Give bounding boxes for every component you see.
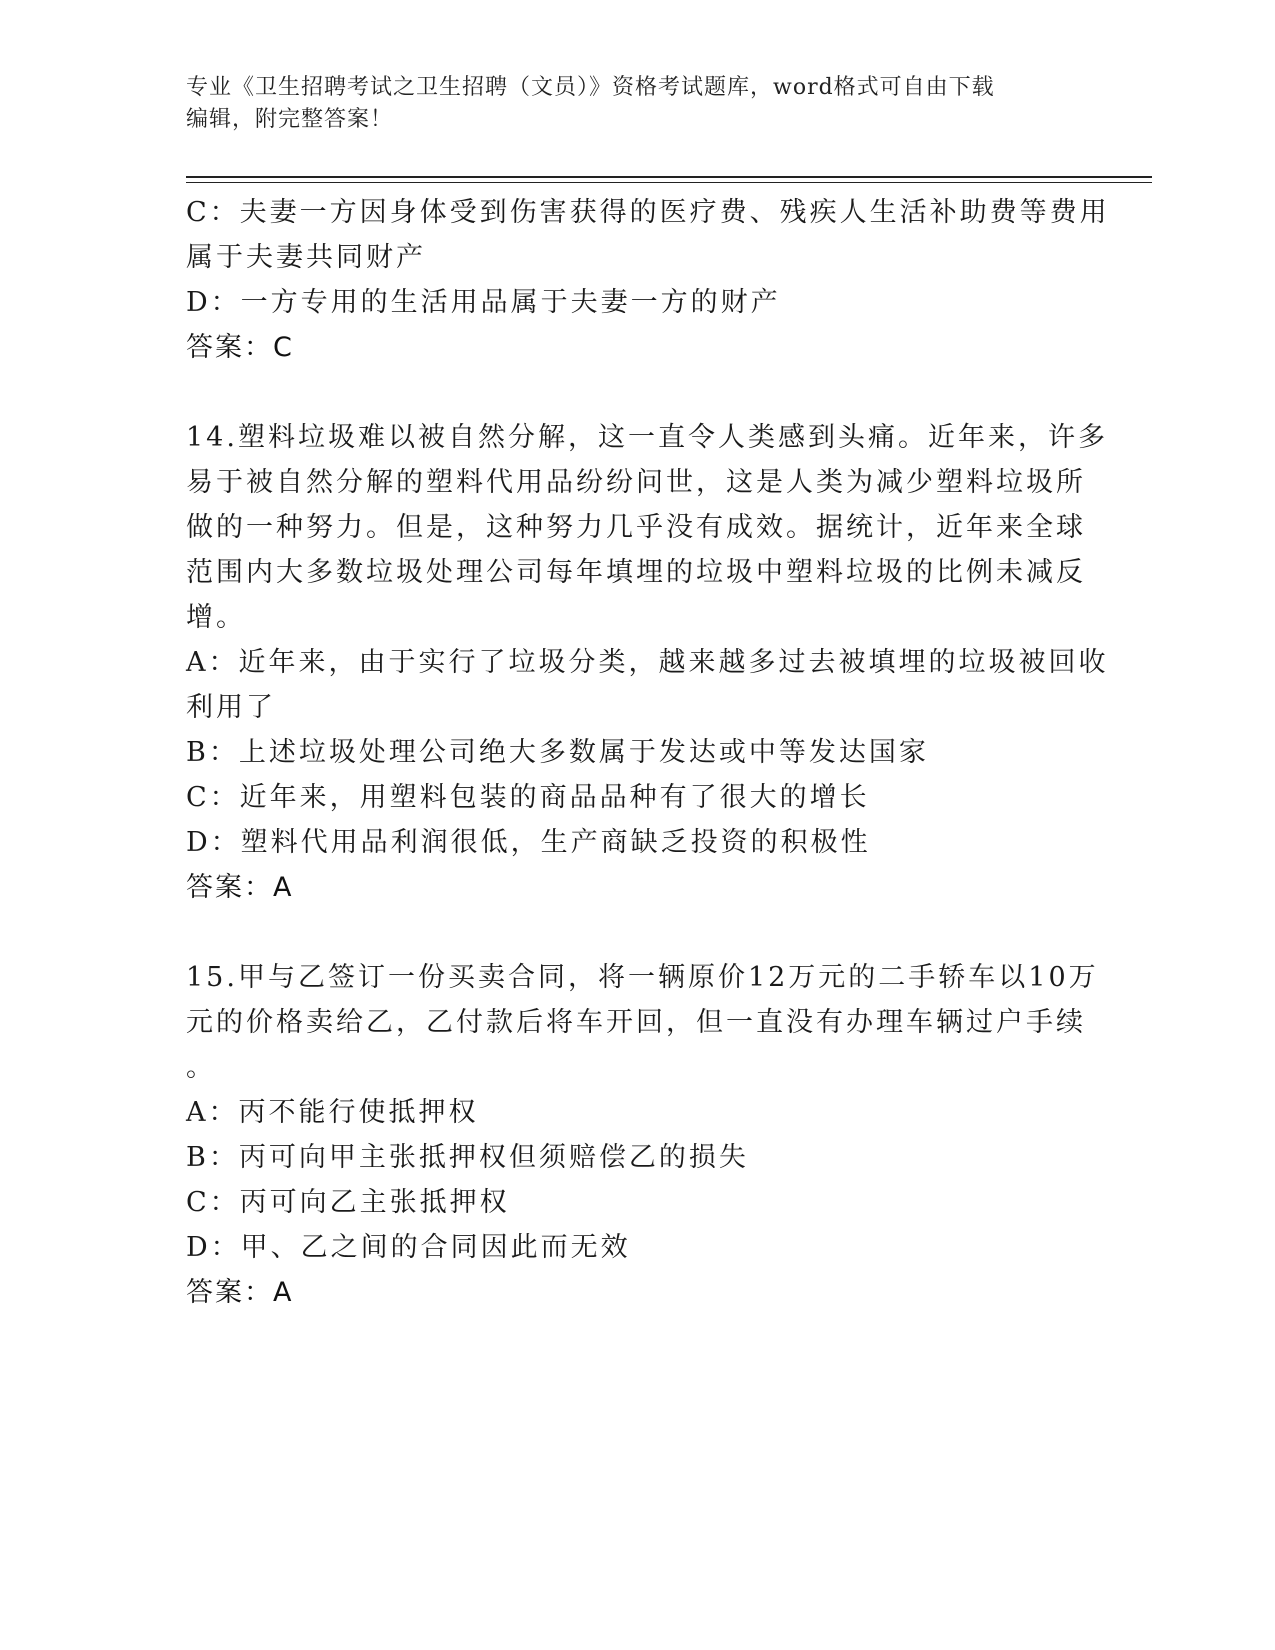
- header-divider: [186, 176, 1152, 178]
- q15-stem-line: 15.甲与乙签订一份买卖合同，将一辆原价12万元的二手轿车以10万: [186, 962, 1099, 993]
- q14-option-a-cont: 利用了: [186, 692, 276, 723]
- q13-answer: 答案：C: [186, 332, 294, 363]
- q14-option-a: A：近年来，由于实行了垃圾分类，越来越多过去被填埋的垃圾被回收: [186, 647, 1109, 678]
- q13-option-d: D：一方专用的生活用品属于夫妻一方的财产: [186, 287, 781, 318]
- question-15: [186, 955, 1099, 1315]
- spacer: [186, 370, 1086, 415]
- document-body: [186, 190, 1110, 1315]
- q13-option-c: C：夫妻一方因身体受到伤害获得的医疗费、残疾人生活补助费等费用: [186, 197, 1110, 228]
- q14-stem-line: 14.塑料垃圾难以被自然分解，这一直令人类感到头痛。近年来，许多: [186, 422, 1108, 453]
- q15-stem-line: 元的价格卖给乙，乙付款后将车开回，但一直没有办理车辆过户手续: [186, 1007, 1086, 1038]
- q15-answer: 答案：A: [186, 1277, 294, 1308]
- q15-stem-line: 。: [186, 1052, 216, 1083]
- q15-option-c: C：丙可向乙主张抵押权: [186, 1187, 510, 1218]
- question-14: [186, 415, 1109, 910]
- header-line-2: 编辑，附完整答案！: [186, 107, 394, 132]
- q15-option-d: D：甲、乙之间的合同因此而无效: [186, 1232, 631, 1263]
- q15-option-a: A：丙不能行使抵押权: [186, 1097, 479, 1128]
- q14-stem-line: 做的一种努力。但是，这种努力几乎没有成效。据统计，近年来全球: [186, 512, 1086, 543]
- spacer: [186, 910, 1086, 955]
- header-divider-thin: [186, 182, 1152, 183]
- q14-stem-line: 易于被自然分解的塑料代用品纷纷问世，这是人类为减少塑料垃圾所: [186, 467, 1086, 498]
- q15-option-b: B：丙可向甲主张抵押权但须赔偿乙的损失: [186, 1142, 749, 1173]
- q14-option-c: C：近年来，用塑料包装的商品品种有了很大的增长: [186, 782, 870, 813]
- q14-answer: 答案：A: [186, 872, 294, 903]
- q13-option-c-cont: 属于夫妻共同财产: [186, 242, 426, 273]
- question-13: [186, 190, 1110, 370]
- header-line-1: 专业《卫生招聘考试之卫生招聘（文员）》资格考试题库，word格式可自由下载: [186, 75, 995, 100]
- q14-stem-line: 增。: [186, 602, 246, 633]
- document-header: [186, 72, 1066, 136]
- q14-stem-line: 范围内大多数垃圾处理公司每年填埋的垃圾中塑料垃圾的比例未减反: [186, 557, 1086, 588]
- q14-option-b: B：上述垃圾处理公司绝大多数属于发达或中等发达国家: [186, 737, 929, 768]
- q14-option-d: D：塑料代用品利润很低，生产商缺乏投资的积极性: [186, 827, 871, 858]
